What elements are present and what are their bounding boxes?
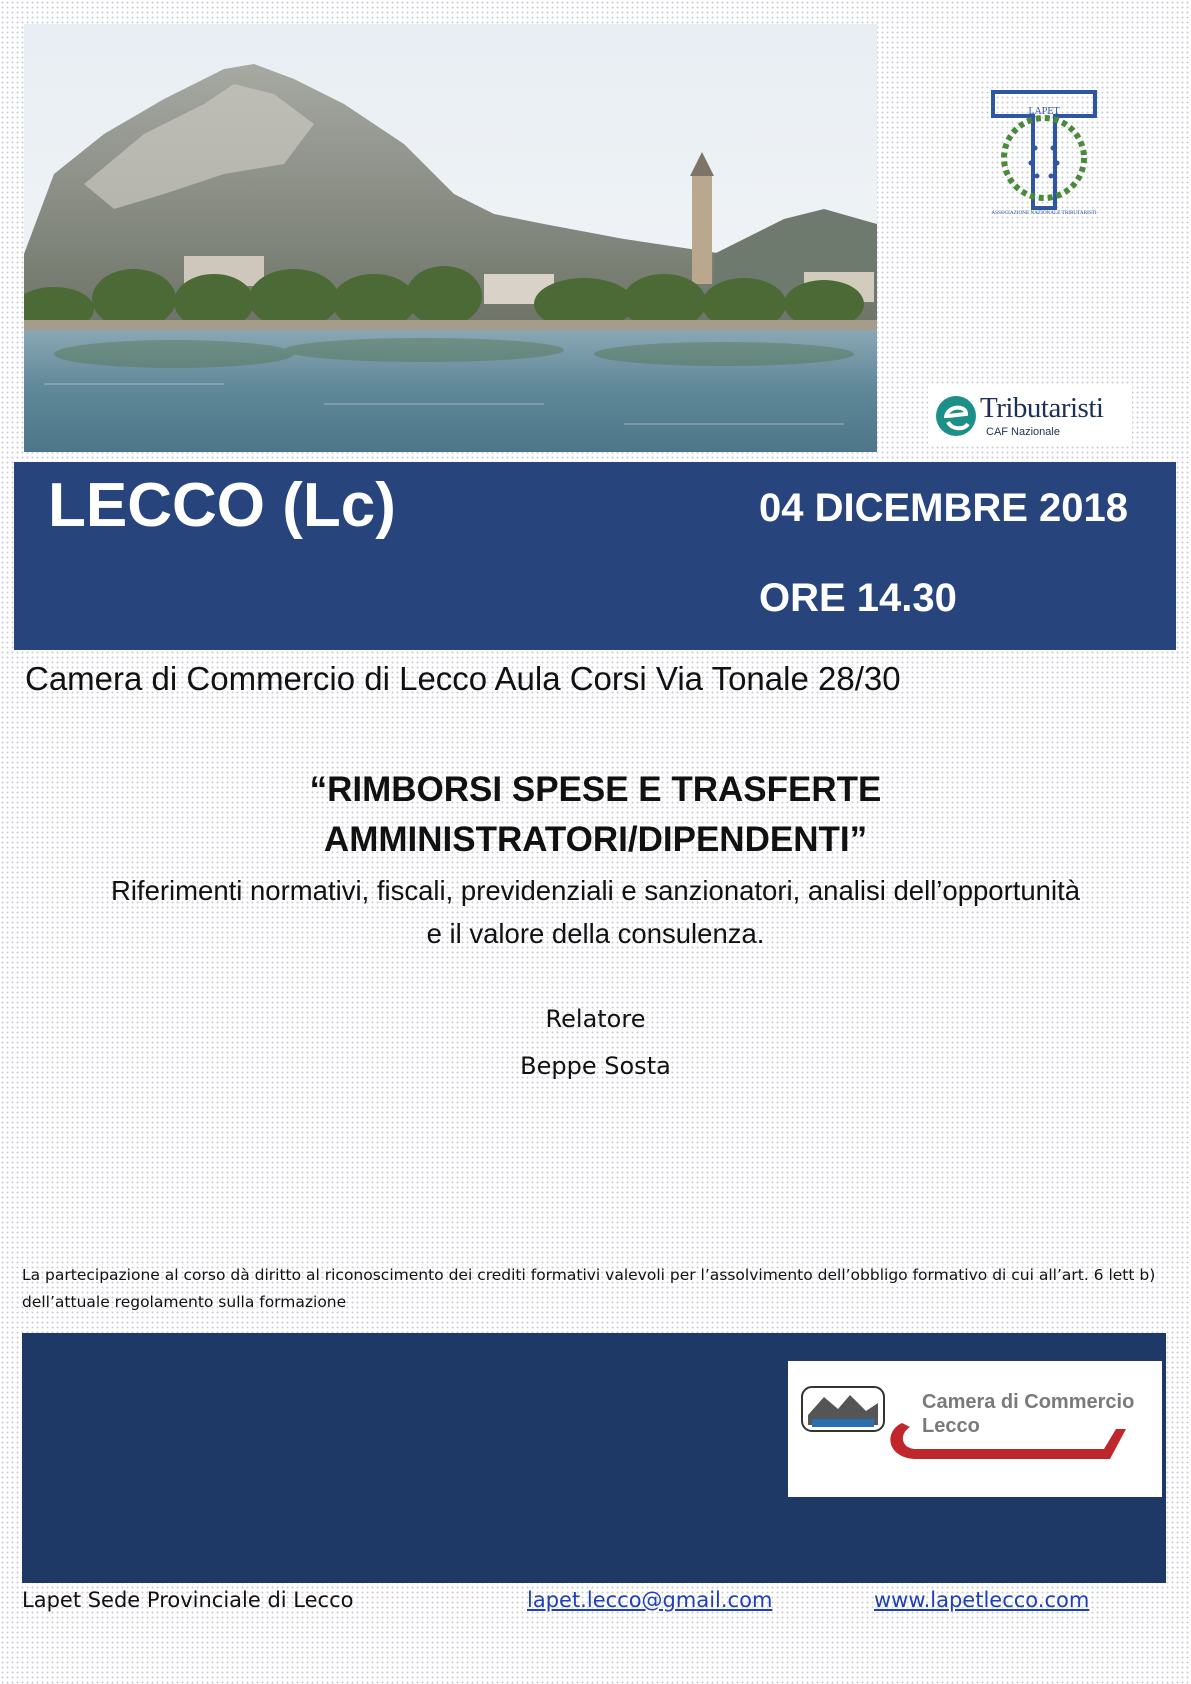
lapet-mark: LAPET: [1028, 106, 1060, 117]
partner-name-line-1: Camera di Commercio: [922, 1391, 1135, 1413]
talk-description-line-2: e il valore della consulenza.: [426, 918, 765, 949]
footer-website-link[interactable]: www.lapetlecco.com: [874, 1588, 1090, 1612]
talk-description-line-1: Riferimenti normativi, fiscali, previdenziali e sanzionatori, analisi dell’opportunità: [110, 875, 1081, 906]
partner-name-line-2: Lecco: [922, 1415, 980, 1437]
tributaristi-logo: [928, 386, 1132, 444]
tributaristi-e-icon: [934, 390, 980, 440]
talk-title-line-1: “RIMBORSI SPESE E TRASFERTE: [309, 770, 882, 809]
tributaristi-name: Tributaristi: [980, 392, 1104, 424]
lecco-crest-icon: [798, 1381, 888, 1439]
footer-email-link[interactable]: lapet.lecco@gmail.com: [527, 1588, 773, 1612]
header-photo: [24, 24, 877, 452]
event-date: 04 DICEMBRE 2018: [759, 486, 1129, 530]
tributaristi-subtitle: CAF Nazionale: [986, 426, 1060, 438]
speaker-name: Beppe Sosta: [520, 1052, 671, 1080]
footer-organization: Lapet Sede Provinciale di Lecco: [22, 1588, 354, 1612]
event-city: LECCO (Lc): [48, 471, 396, 540]
event-time: ORE 14.30: [759, 576, 957, 620]
credits-note: La partecipazione al corso dà diritto al riconoscimento dei crediti formativi valevoli per l’assolvimento dell’obbligo formativo di cui all’art. 6 lett b) dell’attuale regolamento sulla formazione: [22, 1266, 1156, 1311]
camera-commercio-logo: [788, 1361, 1162, 1497]
speaker-label: Relatore: [545, 1005, 646, 1033]
talk-title-line-2: AMMINISTRATORI/DIPENDENTI”: [323, 820, 868, 859]
lapet-logo: [985, 88, 1103, 218]
lapet-ring-text: ASSOCIAZIONE NAZIONALE TRIBUTARISTI: [991, 210, 1097, 216]
event-venue: Camera di Commercio di Lecco Aula Corsi Via Tonale 28/30: [25, 660, 901, 697]
camera-commercio-swoosh-icon: [880, 1419, 1130, 1469]
